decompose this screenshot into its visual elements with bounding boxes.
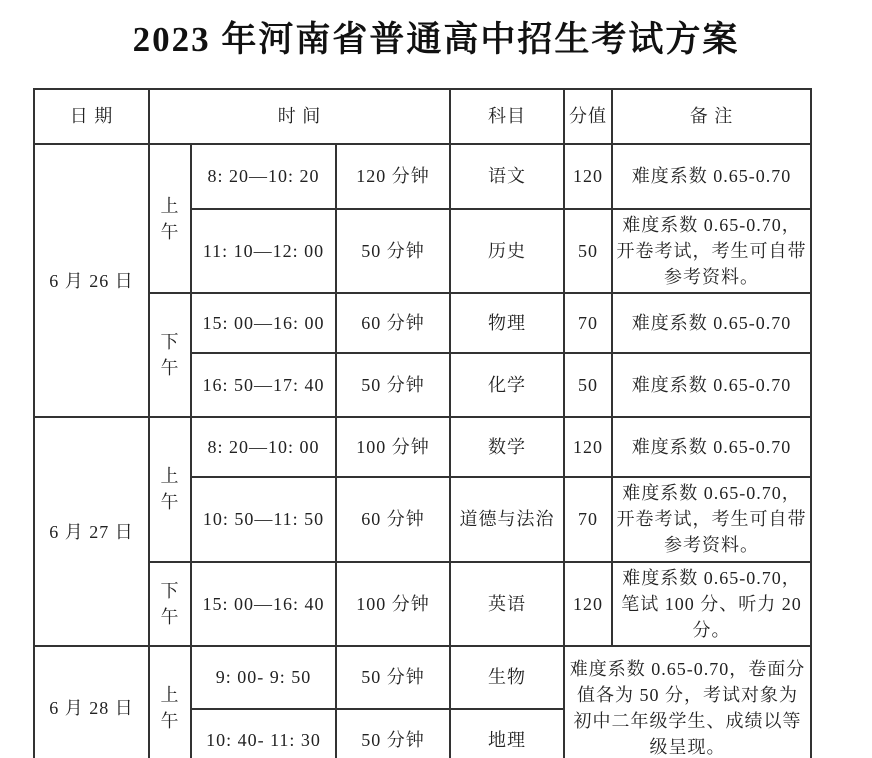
- table-row: [34, 562, 811, 646]
- duration-cell: 60 分钟: [336, 477, 450, 561]
- table-header-row: [34, 89, 811, 144]
- time-cell: 11: 10—12: 00: [191, 209, 336, 293]
- header-subject: 科目: [450, 89, 564, 144]
- exam-schedule-table: [33, 88, 812, 758]
- duration-cell: 50 分钟: [336, 209, 450, 293]
- duration-cell: 100 分钟: [336, 417, 450, 477]
- table-row: [34, 144, 811, 209]
- time-cell: 8: 20—10: 00: [191, 417, 336, 477]
- score-cell: 120: [564, 417, 612, 477]
- subject-cell: 数学: [450, 417, 564, 477]
- duration-cell: 50 分钟: [336, 646, 450, 709]
- duration-cell: 120 分钟: [336, 144, 450, 209]
- remark-cell: 难度系数 0.65-0.70，笔试 100 分、听力 20 分。: [612, 562, 811, 646]
- period-cell-am: 上午: [149, 417, 191, 561]
- table-row: [34, 417, 811, 477]
- score-cell: 50: [564, 209, 612, 293]
- duration-cell: 50 分钟: [336, 709, 450, 758]
- subject-cell: 生物: [450, 646, 564, 709]
- period-cell-pm: 下午: [149, 293, 191, 417]
- duration-cell: 60 分钟: [336, 293, 450, 353]
- header-date: 日 期: [34, 89, 149, 144]
- time-cell: 16: 50—17: 40: [191, 353, 336, 417]
- merged-remark-cell: 难度系数 0.65-0.70，卷面分值各为 50 分，考试对象为初中二年级学生、成绩以等级呈现。: [564, 646, 811, 758]
- duration-cell: 100 分钟: [336, 562, 450, 646]
- date-cell-jun28: 6 月 28 日: [34, 646, 149, 758]
- header-remark: 备 注: [612, 89, 811, 144]
- time-cell: 8: 20—10: 20: [191, 144, 336, 209]
- date-cell-jun27: 6 月 27 日: [34, 417, 149, 646]
- header-score: 分值: [564, 89, 612, 144]
- subject-cell: 语文: [450, 144, 564, 209]
- subject-cell: 英语: [450, 562, 564, 646]
- subject-cell: 化学: [450, 353, 564, 417]
- period-cell-am: 上午: [149, 144, 191, 293]
- score-cell: 50: [564, 353, 612, 417]
- date-cell-jun26: 6 月 26 日: [34, 144, 149, 417]
- time-cell: 15: 00—16: 00: [191, 293, 336, 353]
- duration-cell: 50 分钟: [336, 353, 450, 417]
- remark-cell: 难度系数 0.65-0.70: [612, 144, 811, 209]
- time-cell: 9: 00- 9: 50: [191, 646, 336, 709]
- table-row: [34, 646, 811, 709]
- remark-cell: 难度系数 0.65-0.70，开卷考试，考生可自带参考资料。: [612, 209, 811, 293]
- remark-cell: 难度系数 0.65-0.70，开卷考试，考生可自带参考资料。: [612, 477, 811, 561]
- period-cell-am: 上午: [149, 646, 191, 758]
- time-cell: 10: 40- 11: 30: [191, 709, 336, 758]
- subject-cell: 物理: [450, 293, 564, 353]
- subject-cell: 地理: [450, 709, 564, 758]
- remark-cell: 难度系数 0.65-0.70: [612, 293, 811, 353]
- header-time: 时 间: [149, 89, 450, 144]
- time-cell: 10: 50—11: 50: [191, 477, 336, 561]
- period-cell-pm: 下午: [149, 562, 191, 646]
- score-cell: 70: [564, 293, 612, 353]
- time-cell: 15: 00—16: 40: [191, 562, 336, 646]
- score-cell: 120: [564, 144, 612, 209]
- subject-cell: 道德与法治: [450, 477, 564, 561]
- score-cell: 70: [564, 477, 612, 561]
- remark-cell: 难度系数 0.65-0.70: [612, 417, 811, 477]
- remark-cell: 难度系数 0.65-0.70: [612, 353, 811, 417]
- table-row: [34, 293, 811, 353]
- subject-cell: 历史: [450, 209, 564, 293]
- score-cell: 120: [564, 562, 612, 646]
- page-title: 2023 年河南省普通高中招生考试方案: [132, 20, 740, 59]
